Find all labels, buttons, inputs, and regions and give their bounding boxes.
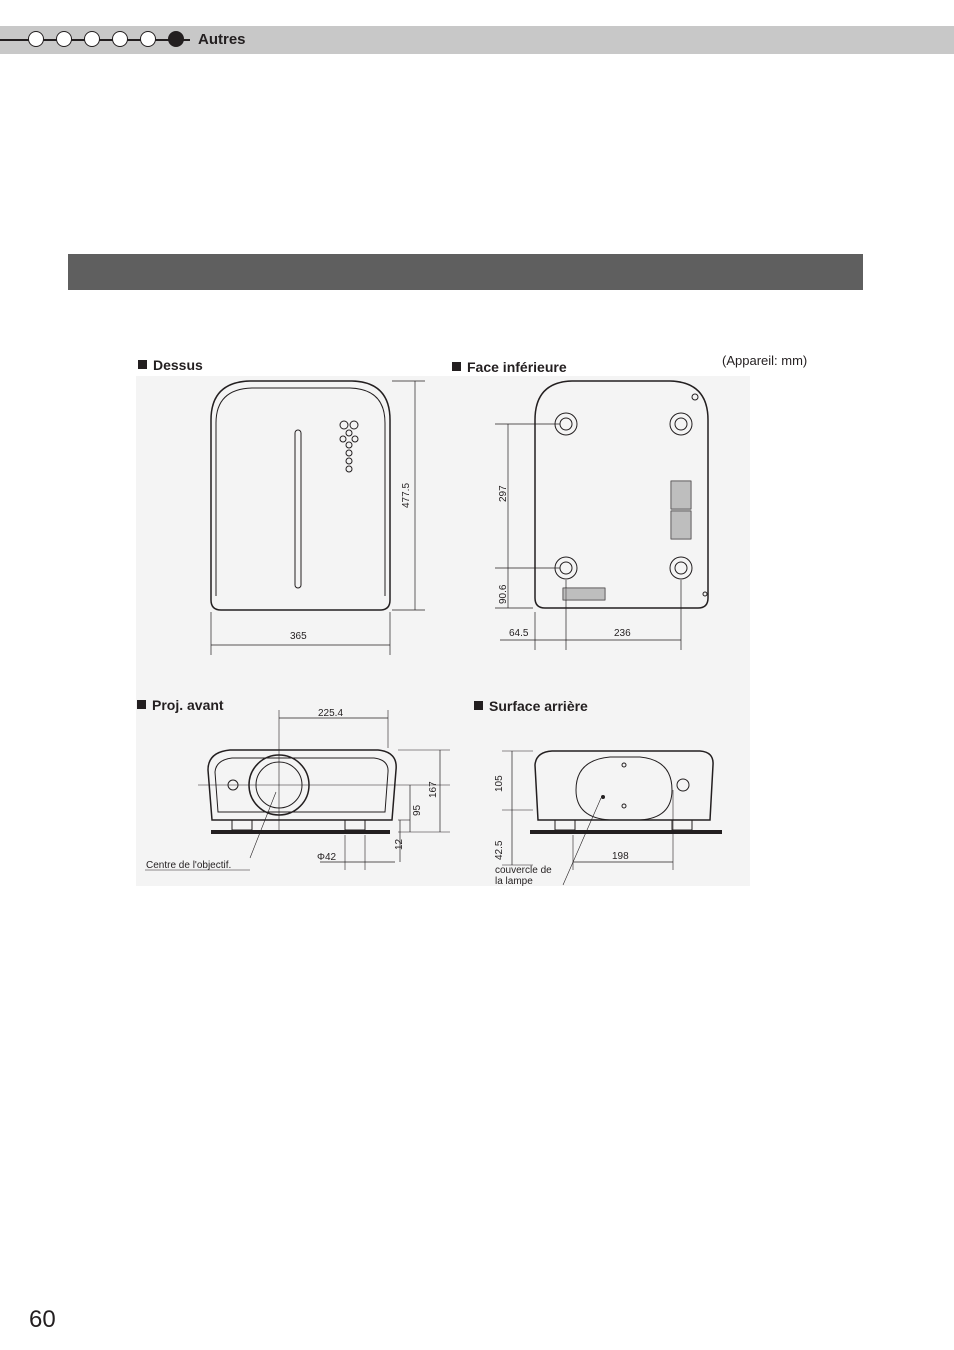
dim-front-lens-height: 95 bbox=[412, 804, 423, 816]
dim-rear-upper-height: 105 bbox=[494, 775, 505, 792]
label-front-view: Proj. avant bbox=[137, 697, 224, 713]
page-number: 60 bbox=[29, 1306, 56, 1333]
label-top-view: Dessus bbox=[138, 357, 203, 373]
dim-front-lens-offset: 225.4 bbox=[318, 708, 344, 719]
section-title: Autres bbox=[198, 31, 246, 48]
label-rear-view: Surface arrière bbox=[474, 698, 588, 714]
label-lamp-cover-2: la lampe bbox=[495, 876, 533, 887]
dim-bottom-foot-width: 236 bbox=[614, 628, 631, 639]
label-lamp-cover-1: couvercle de bbox=[495, 865, 552, 876]
dim-top-depth: 477.5 bbox=[401, 482, 412, 508]
dim-bottom-foot-front: 90.6 bbox=[498, 584, 509, 604]
dim-rear-lamp-offset: 198 bbox=[612, 851, 629, 862]
dim-front-foot-diameter: Φ42 bbox=[317, 852, 337, 863]
dim-front-height: 167 bbox=[428, 781, 439, 798]
dim-top-width: 365 bbox=[290, 631, 307, 642]
dim-bottom-foot-depth: 297 bbox=[498, 485, 509, 502]
dim-rear-lower-height: 42.5 bbox=[494, 840, 505, 860]
unit-note: (Appareil: mm) bbox=[722, 353, 808, 368]
label-lens-center: Centre de l'objectif. bbox=[146, 860, 232, 871]
dim-front-foot-height: 12 bbox=[394, 838, 405, 850]
dim-bottom-foot-side: 64.5 bbox=[509, 628, 529, 639]
top-view-drawing bbox=[211, 381, 425, 655]
label-bottom-view: Face inférieure bbox=[452, 359, 567, 375]
